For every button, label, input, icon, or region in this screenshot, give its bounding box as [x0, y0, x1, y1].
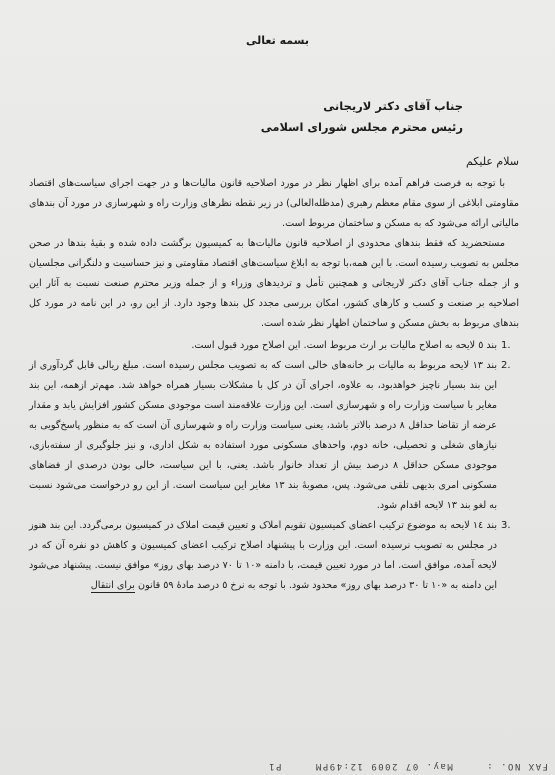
addressee-title: رئیس محترم مجلس شورای اسلامی	[260, 120, 463, 134]
item-text: بند ٥ لایحه به اصلاح مالیات بر ارث مربوط است. این اصلاح مورد قبول است.	[191, 340, 497, 351]
item-text: بند ١٤ لایحه به موضوع ترکیب اعضای کمیسیون تقویم املاک و تعیین قیمت املاک در کمیسیون برمی‌گردد. این بند هنوز در مجلس به تصویب نرسیده است. این وزارت با پیشنهاد اصلاح ترکیب اعضای کمیسیون و کاهش دو نفره آن که در لایحه آمده، موافق است. اما در مورد تعیین قیمت، با دامنه «١٠ تا ٧٠ درصد بهای روز» موافق نیست. پیشنهاد می‌شود این دامنه به «١٠ تا ٣٠ درصد بهای روز» محدود شود. با توجه به نرخ ٥ درصد مادهٔ ٥٩ قانون	[29, 520, 498, 591]
addressee-name: جناب آقای دکتر لاریجانی	[323, 99, 463, 113]
item-number: .3	[501, 520, 511, 531]
greeting: سلام علیکم	[465, 155, 519, 168]
basmala-heading: بسمه تعالی	[246, 34, 309, 47]
addressee-block	[83, 96, 463, 138]
list-item	[29, 336, 519, 356]
items-list	[29, 336, 519, 596]
list-item	[29, 356, 519, 516]
fax-page: P1	[267, 761, 282, 771]
fax-number-label: FAX NO. :	[485, 761, 548, 771]
paragraph-context: مستحضرید که فقط بندهای محدودی از اصلاحیه قانون مالیات‌ها به کمیسیون برگشت داده شده و بقیهٔ بندها در صحن مجلس به تصویب رسیده است. با این همه،با توجه به ابلاغ سیاست‌های اقتصاد مقاومتی و نیز حساسیت و دلنگرانی مجلسیان و از جمله جناب آقای دکتر لاریجانی و همچنین تأمل و تردیدهای وزراء و از جمله وزیر محترم صنعت نسبت به آثار این اصلاحیه بر صنعت و کسب و کارهای کشور، امکان بررسی مجدد کل بندها وجود دارد. از این رو، در این نامه در مورد کل بندهای مربوط به بخش مسکن و ساختمان اظهار نظر شده است.	[29, 238, 519, 329]
item-number: .2	[501, 360, 511, 371]
letter-body	[29, 152, 519, 596]
underlined-phrase: برای انتقال	[90, 580, 135, 591]
paragraph-intro: با توجه به فرصت فراهم آمده برای اظهار نظر در مورد اصلاحیه قانون مالیات‌ها و در جهت اجرای سیاست‌های اقتصاد مقاومتی ابلاغی از سوی مقام معظم رهبری (مدظله‌العالی) در زیر نقطه نظرهای وزارت راه و شهرسازی در مورد آن بندهای مالیاتی ارائه می‌شود که به مسکن و ساختمان مربوط است.	[29, 178, 519, 229]
item-text: بند ١٣ لایحه مربوط به مالیات بر خانه‌های خالی است که به تصویب مجلس رسیده است. مبلغ ریالی قابل گردآوری از این بند بسیار ناچیز خواهدبود، به علاوه، اجرای آن در کل با مشکلات بسیار همراه خواهد شد. مهم‌تر ازهمه، این بند مغایر با سیاست وزارت راه و شهرسازی است. این وزارت علاقه‌مند است موجودی مسکن کشور افزایش یابد و مقدار عرضه از تقاضا حداقل ٨ درصد بالاتر باشد، یعنی سیاست وزارت راه و شهرسازی آن است که به منظور پاسخ‌گویی به نیازهای شغلی و تحصیلی، خانه دوم، واحدهای مسکونی مورد استفاده به شکل اداری، و نیز جلوگیری از سفته‌بازی، موجودی مسکن حداقل ٨ درصد بیش از تعداد خانوار باشد. یعنی، با این سیاست، خالی بودن درصدی از فضاهای مسکونی امری بدیهی تلقی می‌شود. پس، مصوبهٔ بند ١٣ مغایر این سیاست است. از این رو درخواست می‌شود نسبت به لغو بند ١٣ لایحه اقدام شود.	[29, 360, 498, 511]
fax-datetime: May. 07 2009 12:49PM	[314, 761, 453, 771]
fax-header-strip	[8, 761, 548, 771]
list-item	[29, 516, 519, 596]
item-number: .1	[501, 340, 511, 351]
